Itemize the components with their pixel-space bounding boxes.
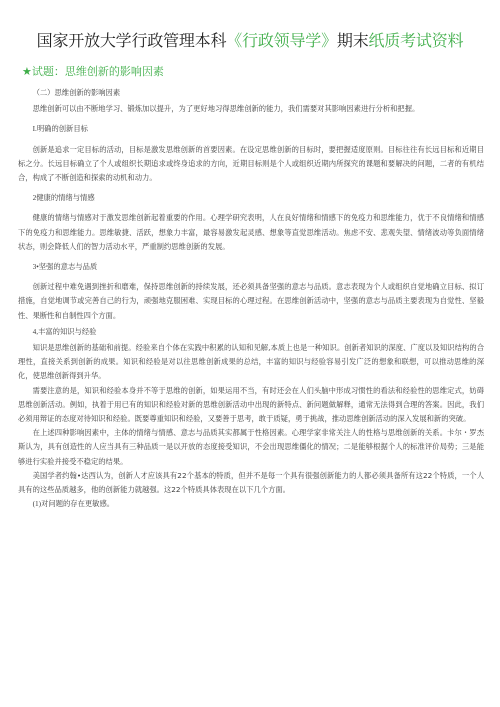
title-part-main: 国家开放大学行政管理本科 bbox=[36, 31, 227, 50]
topic-heading bbox=[22, 64, 164, 80]
topic-label: 试题：思维创新的影响因素 bbox=[31, 65, 164, 78]
paragraph-traits: 美国学者约翰•达西认为，创新人才应该具有22个基本的特质，但并不是每一个具有很强创新能力的人都必须具备所有这22个特质，一个人具有的这些品质越多，他的创新能力就越强。这22个特质具体表现在以下几个方面。 bbox=[18, 470, 484, 495]
subheading-knowledge: 4,丰富的知识与经验 bbox=[32, 326, 97, 336]
subheading-will: 3•坚强的意志与品质 bbox=[32, 262, 98, 272]
title-part-type: 纸质考试资料 bbox=[368, 31, 464, 50]
title-part-term: 期末 bbox=[336, 31, 369, 50]
subheading-emotion: 2健康的情绪与情感 bbox=[32, 193, 95, 203]
section-heading: （二）思维创新的影响因素 bbox=[32, 88, 121, 97]
list-item-trait-1: (1)对问题的存在更敏感。 bbox=[32, 499, 115, 509]
paragraph-knowledge: 知识是思维创新的基础和前提。经验来自个体在实践中积累的认知和见解,本质上也是一种知识。创新者知识的深度、广度以及知识结构的合理性，直接关系到创新的成果。知识和经验是对以往思维创新成果的总结，丰富的知识与经验容易引发广泛的想象和联想，可以推动思维的深化，使思维创新得到升华。 bbox=[18, 343, 484, 381]
document-title bbox=[0, 30, 500, 52]
paragraph-personality: 在上述四种影响因素中，主体的情绪与情感、意志与品质其实都属于性格因素。心理学家非常关注人的性格与思维创新的关系。卡尔・罗杰斯认为，具有创造性的人应当具有三种品质一是以开放的态度接受知识，不会出现思维僵化的情况；二是能够根据个人的标准评价局势；三是能够进行实验并接受不稳定的结果。 bbox=[18, 428, 484, 466]
document-body bbox=[18, 84, 484, 511]
star-icon: ★ bbox=[22, 65, 32, 78]
title-part-course: 《行政领导学》 bbox=[226, 31, 337, 50]
paragraph-goal: 创新是追求一定目标的活动，目标是激发思维创新的首要因素。在设定思维创新的目标时，要把握适度原则。目标往往有长远目标和近期目标之分。长远目标确立了个人或组织长期追求或终身追求的方向，近期目标则是个人或组织近期内所探究的课题和要解决的问题，二者的有机结合，构成了不断创造和探索的动机和动力。 bbox=[18, 144, 484, 183]
paragraph-knowledge-caution: 需要注意的是，知识和经验本身并不等于思维的创新，如果运用不当，有时还会在人们头脑中形成习惯性的看法和经验性的思维定式，妨碍思维创新活动。例如，执着于用已有的知识和经验对新的思维创新活动中出现的新特点、新问题做解释，通常无法得到合理的答案。因此，我们必须用辩证的态度对待知识和经验。既要尊重知识和经验，又要善于思考，敢于质疑，勇于挑战，推动思维创新活动的深入发展和新的突破。 bbox=[18, 385, 484, 424]
paragraph-emotion: 健康的情绪与情感对于激发思维创新起着重要的作用。心理学研究表明，人在良好情绪和情感下的免疫力和思维能力，优于不良情绪和情感下的免疫力和思维能力。思维敏捷、活跃，想象力丰富，最容易激发起灵感、想象等直觉思维活动。焦虑不安、悲观失望、情绪波动等负面情绪状态，则会降低人们的智力活动水平，严重制约思维创新的发展。 bbox=[18, 213, 484, 251]
paragraph-will: 创新过程中难免遇到挫折和磨难，保持思维创新的持续发展，还必须具备坚强的意志与品质。意志表现为个人或组织自觉地确立目标、拟订措施，自觉地调节或完善自己的行为，顽强地克服困难、实现目标的心理过程。在思维创新活动中，坚强的意志与品质主要表现为自觉性、坚毅性、果断性和自制性四个方面。 bbox=[18, 282, 484, 320]
intro-paragraph: 思维创新可以由不断地学习、锻炼加以提升，为了更好地习得思维创新的能力，我们需要对其影响因素进行分析和把握。 bbox=[32, 104, 420, 114]
subheading-goal: I.明确的创新目标 bbox=[32, 124, 88, 134]
